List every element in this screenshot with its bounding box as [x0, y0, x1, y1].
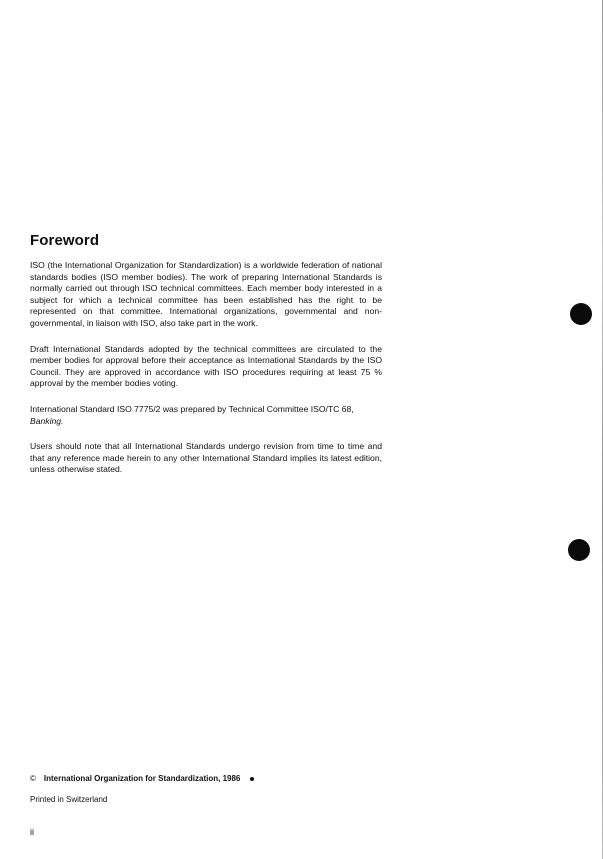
committee-name: Banking.: [30, 415, 64, 426]
paragraph-revision: Users should note that all International Standards undergo revision from time to time and that any reference made herein to any other International Standard implies its latest edition, unless otherwise stated.: [30, 441, 382, 475]
copyright-symbol: ©: [30, 774, 36, 783]
punch-hole-upper: [570, 303, 592, 325]
page-number: ii: [30, 827, 34, 837]
bullet-icon: [250, 777, 254, 781]
paragraph-prepared: [30, 404, 382, 427]
copyright-line: [30, 774, 254, 783]
punch-hole-lower: [568, 539, 590, 561]
paragraph-drafts: Draft International Standards adopted by the technical committees are circulated to the member bodies for approval before their acceptance as International Standards by the ISO Council. They are approved in accordance with ISO procedures requiring at least 75 % approval by the member bodies voting.: [30, 343, 382, 389]
section-heading: Foreword: [30, 232, 100, 249]
prepared-text: International Standard ISO 7775/2 was prepared by Technical Committee ISO/TC 68,: [30, 403, 354, 414]
foreword-body: [30, 260, 382, 490]
copyright-text: International Organization for Standardization, 1986: [43, 774, 241, 783]
printed-location: Printed in Switzerland: [30, 795, 108, 804]
paragraph-intro: ISO (the International Organization for Standardization) is a worldwide federation of national standards bodies (ISO member bodies). The work of preparing International Standards is normally carried out through ISO technical committees. Each member body interested in a subject for which a technical committee has been established has the right to be represented on that committee. International organizations, governmental and non-governmental, in liaison with ISO, also take part in the work.: [30, 260, 382, 328]
